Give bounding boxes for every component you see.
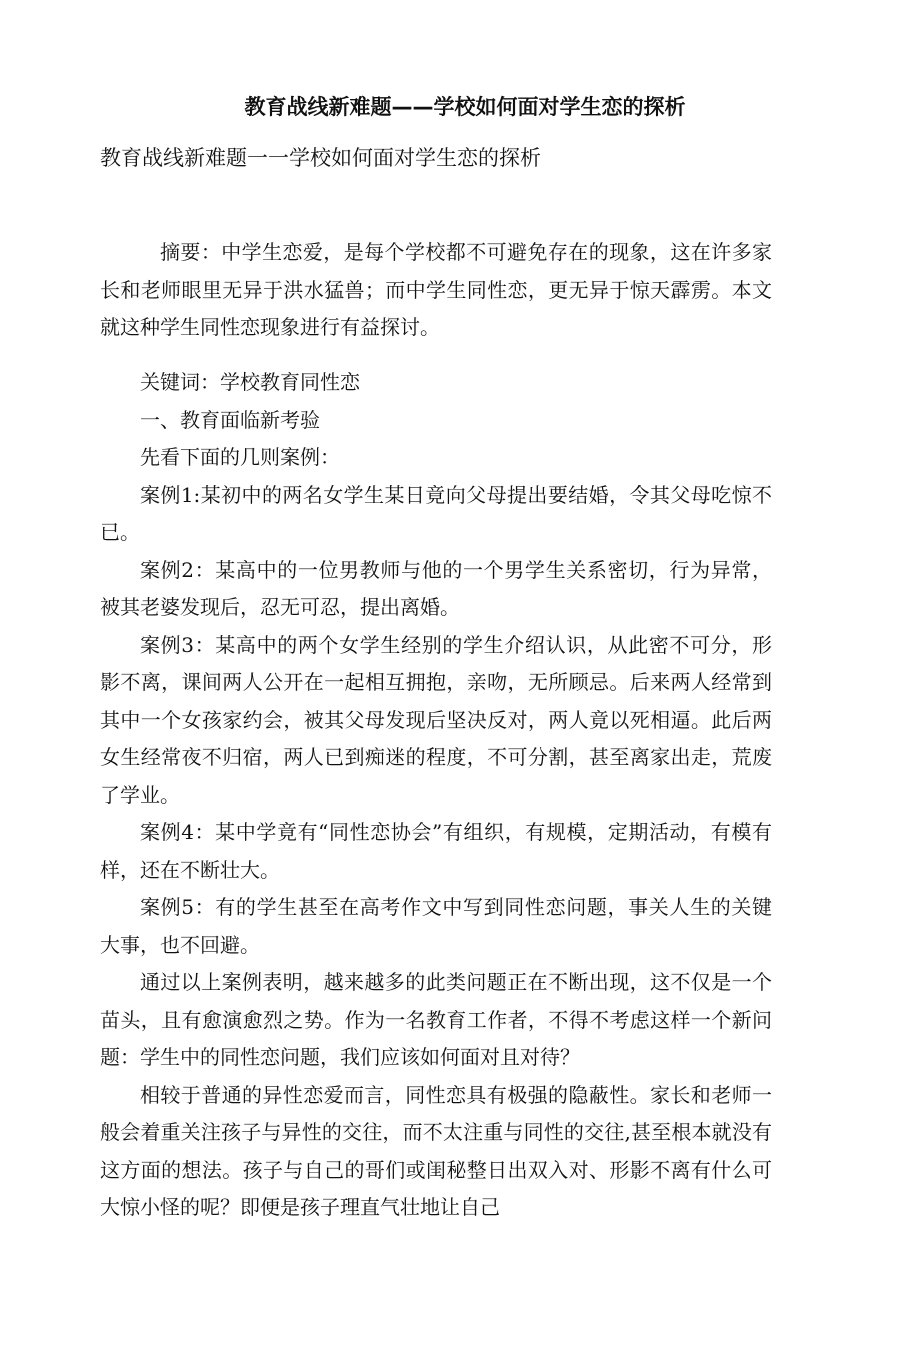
abstract-paragraph: 摘要：中学生恋爱，是每个学校都不可避免存在的现象，这在许多家长和老师眼里无异于洪水猛兽；而中学生同性恋，更无异于惊天霹雳。本文就这种学生同性恋现象进行有益探讨。 <box>100 240 772 339</box>
summary-paragraph: 通过以上案例表明，越来越多的此类问题正在不断出现，这不仅是一个苗头，且有愈演愈烈之势。作为一名教育工作者，不得不考虑这样一个新问题：学生中的同性恋问题，我们应该如何面对且对待？ <box>100 970 772 1069</box>
case-3-paragraph: 案例3：某高中的两个女学生经别的学生介绍认识，从此密不可分，形影不离，课间两人公开在一起相互拥抱，亲吻，无所顾忌。后来两人经常到其中一个女孩家约会，被其父母发现后坚决反对，两人竟以死相逼。此后两女生经常夜不归宿，两人已到痴迷的程度，不可分割，甚至离家出走，荒废了学业。 <box>100 632 772 807</box>
intro-line: 先看下面的几则案例： <box>140 445 340 469</box>
case-5-paragraph: 案例5：有的学生甚至在高考作文中写到同性恋问题，事关人生的关键大事，也不回避。 <box>100 895 772 957</box>
keywords-line: 关键词：学校教育同性恋 <box>140 370 360 394</box>
section-heading: 一、教育面临新考验 <box>140 407 320 432</box>
case-2-paragraph: 案例2：某高中的一位男教师与他的一个男学生关系密切，行为异常，被其老婆发现后，忍无可忍，提出离婚。 <box>100 557 772 619</box>
case-1-paragraph: 案例1:某初中的两名女学生某日竟向父母提出要结婚，令其父母吃惊不已。 <box>100 482 772 544</box>
comparison-paragraph: 相较于普通的异性恋爱而言，同性恋具有极强的隐蔽性。家长和老师一般会着重关注孩子与异性的交往，而不太注重与同性的交往,甚至根本就没有这方面的想法。孩子与自己的哥们或闺秘整日出双入对、形影不离有什么可大惊小怪的呢？即便是孩子理直气壮地让自己 <box>100 1082 772 1219</box>
document-subtitle: 教育战线新难题一一学校如何面对学生恋的探析 <box>100 146 541 170</box>
case-4-paragraph: 案例4：某中学竟有“同性恋协会”有组织，有规模，定期活动，有模有样，还在不断壮大。 <box>100 820 772 882</box>
document-title: 教育战线新难题——学校如何面对学生恋的探析 <box>244 95 686 119</box>
body-text <box>100 364 772 1227</box>
